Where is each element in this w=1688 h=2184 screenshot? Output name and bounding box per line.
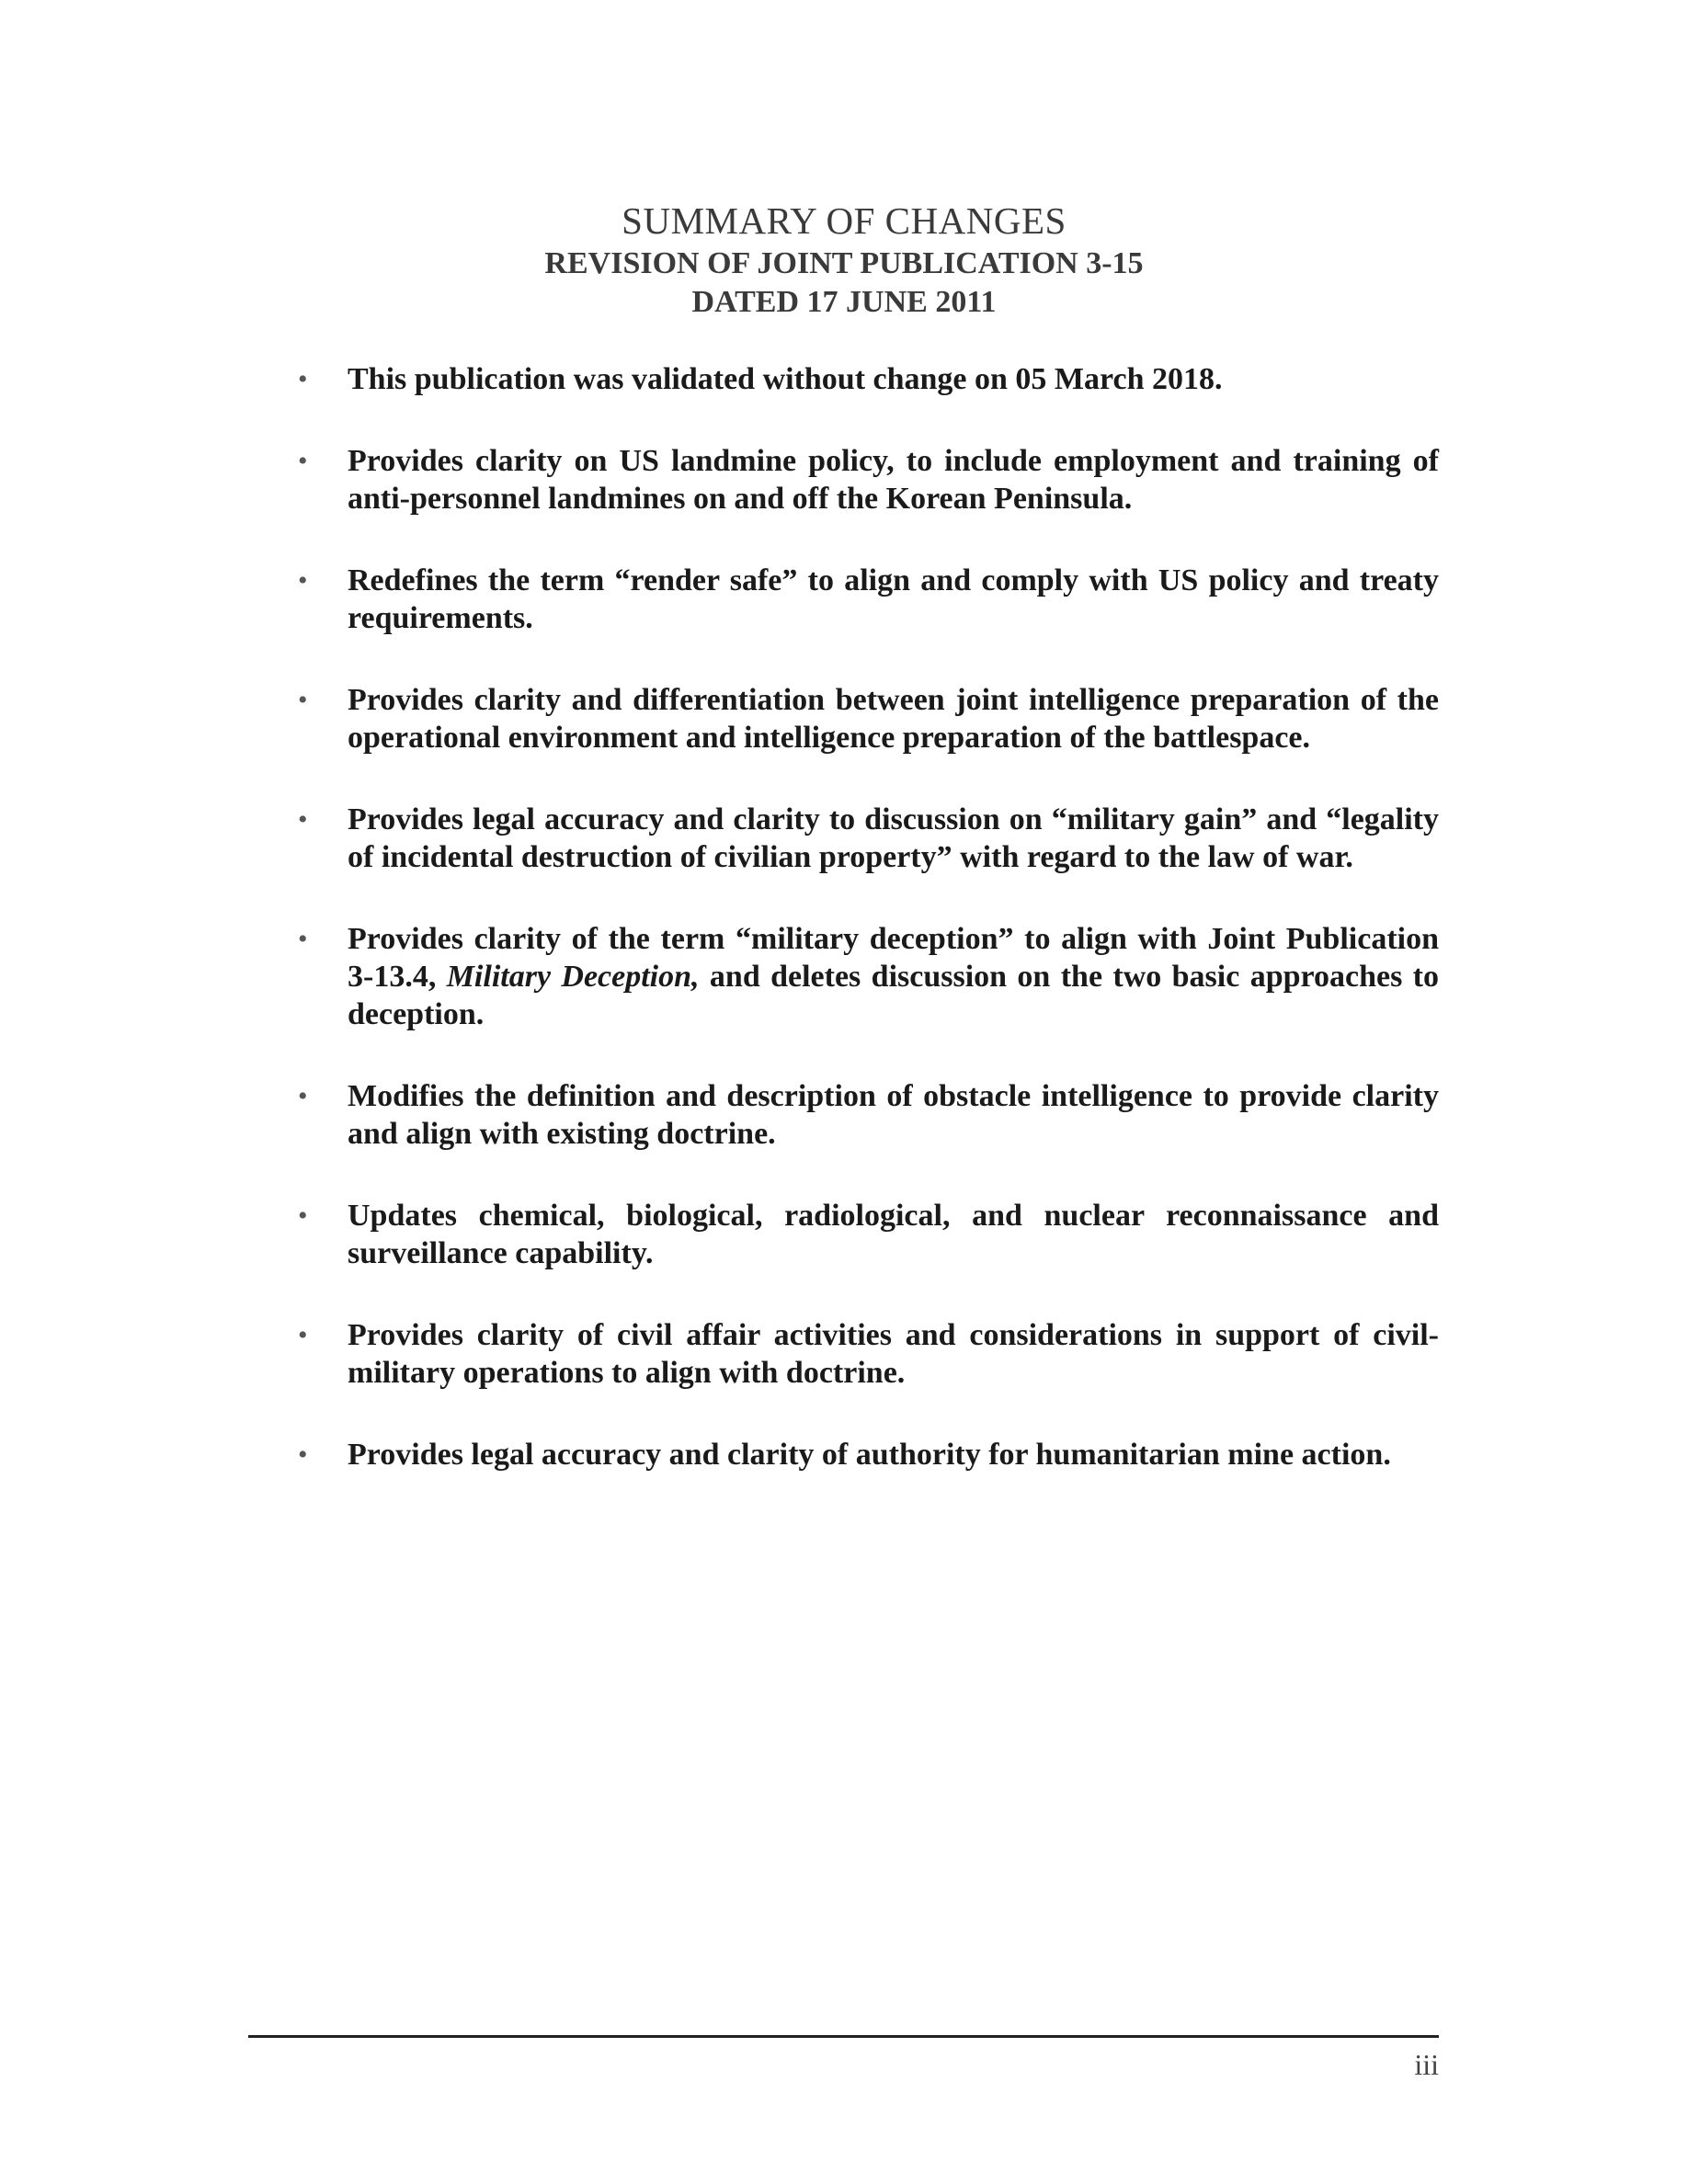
change-item-8 — [294, 1197, 1439, 1272]
change-text: Updates chemical, biological, radiological, and nuclear reconnaissance and surveillance capability. — [348, 1199, 1439, 1270]
change-item-7 — [294, 1077, 1439, 1153]
footer-divider — [248, 2035, 1439, 2038]
change-item-3 — [294, 562, 1439, 637]
bullet-icon: • — [298, 1320, 308, 1350]
changes-list — [294, 360, 1439, 1518]
bullet-icon: • — [298, 924, 308, 954]
bullet-icon: • — [298, 1200, 308, 1231]
change-item-9 — [294, 1316, 1439, 1392]
change-text: Provides clarity and differentiation between joint intelligence preparation of the operational environment and intelligence preparation of the battlespace. — [348, 683, 1439, 755]
bullet-icon: • — [298, 1081, 308, 1111]
change-text: Provides legal accuracy and clarity to discussion on “military gain” and “legality of incidental destruction of civilian property” with regard to the law of war. — [348, 802, 1439, 874]
bullet-icon: • — [298, 685, 308, 715]
change-text: Provides legal accuracy and clarity of authority for humanitarian mine action. — [348, 1438, 1391, 1472]
revision-date: DATED 17 JUNE 2011 — [691, 285, 997, 319]
change-item-4 — [294, 681, 1439, 756]
page-title: SUMMARY OF CHANGES — [622, 199, 1066, 242]
change-item-5 — [294, 801, 1439, 876]
change-item-1 — [294, 360, 1439, 398]
change-text: Provides clarity on US landmine policy, to include employment and training of anti-personnel landmines on and off the Korean Peninsula. — [348, 444, 1439, 516]
document-header — [0, 197, 1688, 322]
bullet-icon: • — [298, 364, 308, 394]
change-text: Redefines the term “render safe” to align and comply with US policy and treaty requirements. — [348, 563, 1439, 635]
change-text-after: and deletes discussion on the two basic approaches to deception. — [348, 960, 1440, 1031]
change-item-2 — [294, 442, 1439, 518]
bullet-icon: • — [298, 804, 308, 835]
change-text: Modifies the definition and description of obstacle intelligence to provide clarity and align with existing doctrine. — [348, 1079, 1439, 1151]
page-number: iii — [1414, 2048, 1439, 2081]
change-item-10 — [294, 1436, 1439, 1473]
change-text: This publication was validated without change on 05 March 2018. — [348, 362, 1223, 396]
revision-subtitle: REVISION OF JOINT PUBLICATION 3-15 — [544, 246, 1144, 280]
change-item-6 — [294, 920, 1439, 1033]
bullet-icon: • — [298, 1439, 308, 1470]
publication-title: Military Deception, — [446, 960, 700, 994]
change-text-before: Provides clarity of the term “military deception” to align with Joint Publication 3-13.4, — [348, 922, 1439, 994]
change-text: Provides clarity of civil affair activities and considerations in support of civil-military operations to align with doctrine. — [348, 1318, 1439, 1390]
bullet-icon: • — [298, 565, 308, 596]
bullet-icon: • — [298, 446, 308, 476]
